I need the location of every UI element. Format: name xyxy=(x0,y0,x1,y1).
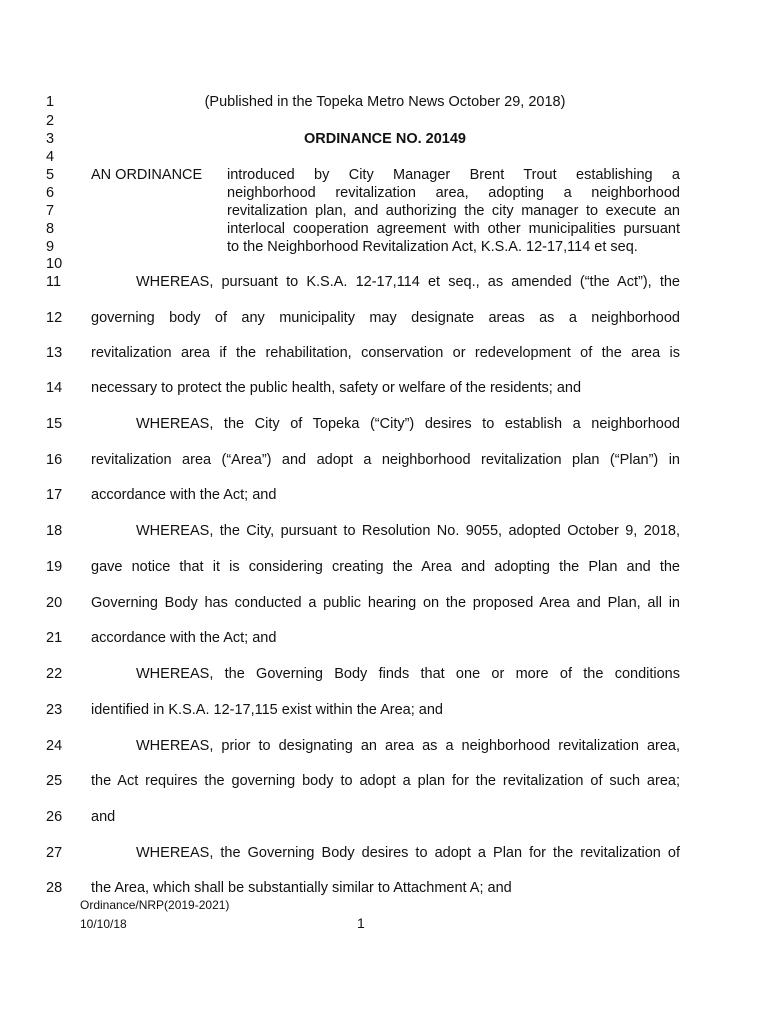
line-number: 19 xyxy=(46,559,63,575)
body-line: governing body of any municipality may designate areas as a neighborhood xyxy=(91,310,680,326)
line-number: 16 xyxy=(46,452,63,468)
body-line: Governing Body has conducted a public hearing on the proposed Area and Plan, all in xyxy=(91,595,680,611)
body-line: WHEREAS, the Governing Body desires to adopt a Plan for the revitalization of xyxy=(136,845,680,861)
line-number: 2 xyxy=(46,113,55,129)
line-number: 26 xyxy=(46,809,63,825)
body-line: the Act requires the governing body to adopt a plan for the revitalization of such area; xyxy=(91,773,680,789)
line-number: 24 xyxy=(46,738,63,754)
caption-line: revitalization plan, and authorizing the city manager to execute an xyxy=(227,203,680,219)
body-line: WHEREAS, the City of Topeka (“City”) desires to establish a neighborhood xyxy=(136,416,680,432)
line-number: 15 xyxy=(46,416,63,432)
body-line: WHEREAS, the City, pursuant to Resolution No. 9055, adopted October 9, 2018, xyxy=(136,523,680,539)
line-number: 25 xyxy=(46,773,63,789)
caption-line: to the Neighborhood Revitalization Act, K.S.A. 12-17,114 et seq. xyxy=(227,239,638,255)
footer-date: 10/10/18 xyxy=(80,917,127,931)
body-line: gave notice that it is considering creating the Area and adopting the Plan and the xyxy=(91,559,680,575)
body-line: revitalization area if the rehabilitation, conservation or redevelopment of the area is xyxy=(91,345,680,361)
page-number: 1 xyxy=(357,915,365,931)
line-number: 21 xyxy=(46,630,63,646)
caption-line: neighborhood revitalization area, adopting a neighborhood xyxy=(227,185,680,201)
line-number: 8 xyxy=(46,221,55,237)
caption-line: introduced by City Manager Brent Trout establishing a xyxy=(227,167,680,183)
line-number: 6 xyxy=(46,185,55,201)
body-line: WHEREAS, prior to designating an area as a neighborhood revitalization area, xyxy=(136,738,680,754)
line-number: 20 xyxy=(46,595,63,611)
publication-note: (Published in the Topeka Metro News October 29, 2018) xyxy=(204,94,566,110)
caption-line: interlocal cooperation agreement with other municipalities pursuant xyxy=(227,221,680,237)
body-line: WHEREAS, pursuant to K.S.A. 12-17,114 et seq., as amended (“the Act”), the xyxy=(136,274,680,290)
line-number: 7 xyxy=(46,203,55,219)
ordinance-title: ORDINANCE NO. 20149 xyxy=(304,131,466,147)
body-line: accordance with the Act; and xyxy=(91,630,277,646)
line-number: 23 xyxy=(46,702,63,718)
caption-label: AN ORDINANCE xyxy=(91,167,203,183)
line-number: 10 xyxy=(46,256,63,272)
line-number: 3 xyxy=(46,131,55,147)
line-number: 11 xyxy=(46,274,62,290)
body-line: the Area, which shall be substantially similar to Attachment A; and xyxy=(91,880,512,896)
line-number: 9 xyxy=(46,239,55,255)
line-number: 18 xyxy=(46,523,63,539)
body-line: WHEREAS, the Governing Body finds that one or more of the conditions xyxy=(136,666,680,682)
body-line: revitalization area (“Area”) and adopt a neighborhood revitalization plan (“Plan”) in xyxy=(91,452,680,468)
line-number: 1 xyxy=(46,94,55,110)
body-line: accordance with the Act; and xyxy=(91,487,277,503)
footer-reference: Ordinance/NRP(2019-2021) xyxy=(80,898,230,912)
line-number: 27 xyxy=(46,845,63,861)
body-line: necessary to protect the public health, safety or welfare of the residents; and xyxy=(91,380,582,396)
line-number: 4 xyxy=(46,149,55,165)
line-number: 22 xyxy=(46,666,63,682)
line-number: 17 xyxy=(46,487,63,503)
line-number: 14 xyxy=(46,380,63,396)
body-line: and xyxy=(91,809,116,825)
body-line: identified in K.S.A. 12-17,115 exist within the Area; and xyxy=(91,702,443,718)
line-number: 12 xyxy=(46,310,63,326)
line-number: 5 xyxy=(46,167,55,183)
line-number: 28 xyxy=(46,880,63,896)
line-number: 13 xyxy=(46,345,63,361)
